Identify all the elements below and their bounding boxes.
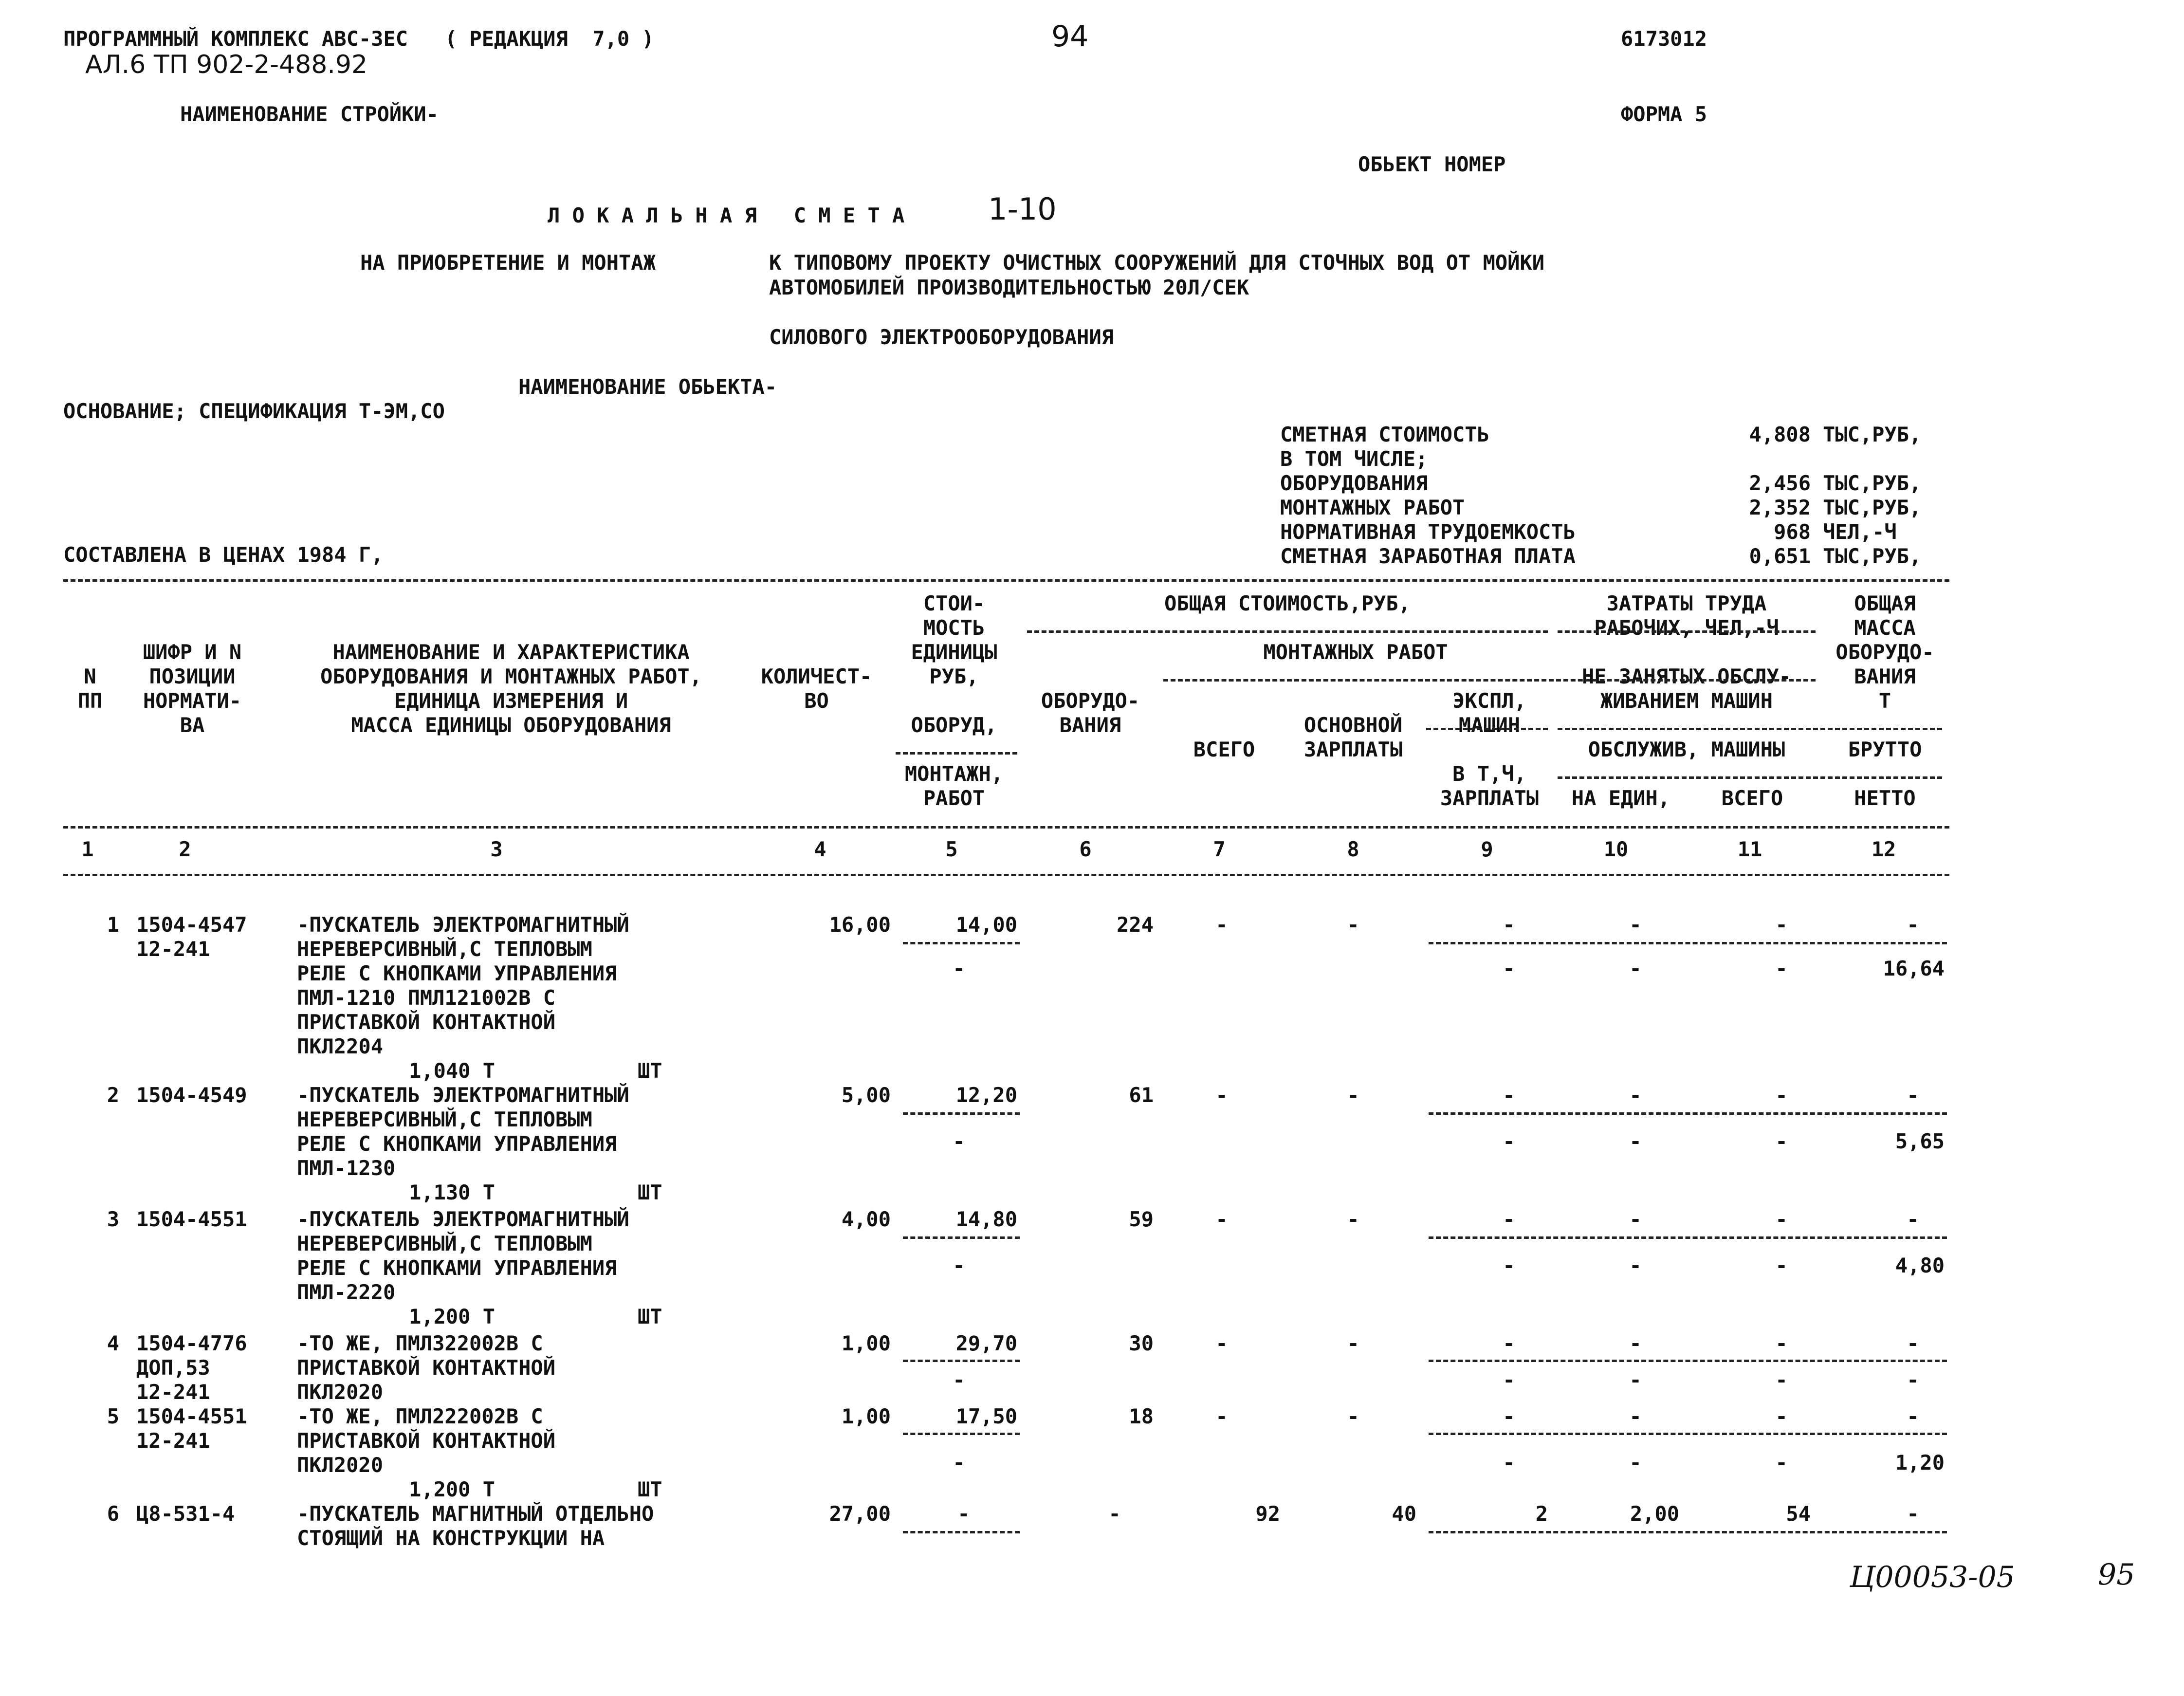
row-description: -ТО ЖЕ, ПМЛ222002В С ПРИСТАВКОЙ КОНТАКТНОЙ ПКЛ2020 bbox=[297, 1404, 556, 1477]
summary-label-including: В ТОМ ЧИСЛЕ; bbox=[1280, 447, 1428, 471]
row-installation-total: 92 bbox=[1255, 1502, 1280, 1526]
row-unit-price-equipment: 14,80 bbox=[955, 1207, 1017, 1231]
row-labor-per-unit-machines: - bbox=[1629, 1129, 1642, 1153]
subject-label: СИЛОВОГО ЭЛЕКТРООБОРУДОВАНИЯ bbox=[769, 325, 1114, 349]
row-labor-per-unit: - bbox=[1629, 1331, 1642, 1355]
row-mass-netto: 5,65 bbox=[1895, 1129, 1945, 1153]
row-labor-total-machines: - bbox=[1775, 1129, 1788, 1153]
row-code: 1504-4551 12-241 bbox=[136, 1404, 247, 1453]
cell-divider bbox=[903, 1433, 1020, 1435]
basis-label: ОСНОВАНИЕ; СПЕЦИФИКАЦИЯ Т-ЭМ,СО bbox=[63, 399, 445, 423]
form-label: ФОРМА 5 bbox=[1621, 102, 1707, 126]
row-code: 1504-4547 12-241 bbox=[136, 913, 247, 961]
row-unit-price-equipment: 12,20 bbox=[955, 1083, 1017, 1107]
row-number: 1 bbox=[107, 913, 119, 937]
cell-divider bbox=[1429, 1236, 1947, 1239]
summary-value-wages: 0,651 bbox=[1749, 544, 1811, 568]
row-machine-salary: - bbox=[1503, 957, 1515, 980]
header-col-12-brutto: БРУТТО bbox=[1848, 737, 1922, 761]
header-rule bbox=[1558, 728, 1942, 730]
column-number: 12 bbox=[1871, 837, 1896, 861]
header-col-10: НА ЕДИН, bbox=[1571, 786, 1670, 810]
header-group-installation: МОНТАЖНЫХ РАБОТ bbox=[1263, 640, 1448, 664]
row-unit-price-equipment: 17,50 bbox=[955, 1404, 1017, 1428]
header-col-6: ОБОРУДО- ВАНИЯ bbox=[1041, 689, 1140, 737]
column-number: 4 bbox=[814, 837, 826, 861]
row-labor-total: - bbox=[1775, 1207, 1788, 1231]
row-description: -ТО ЖЕ, ПМЛ322002В С ПРИСТАВКОЙ КОНТАКТНОЙ ПКЛ2020 bbox=[297, 1331, 556, 1404]
summary-value-equipment: 2,456 bbox=[1749, 471, 1811, 495]
purpose-line-2: АВТОМОБИЛЕЙ ПРОИЗВОДИТЕЛЬНОСТЬЮ 20Л/СЕК bbox=[769, 276, 1249, 299]
object-name-label: НАИМЕНОВАНИЕ ОБЬЕКТА- bbox=[518, 375, 777, 399]
row-mass: 1,200 Т bbox=[409, 1477, 496, 1501]
row-labor-total-machines: - bbox=[1775, 1254, 1788, 1277]
row-quantity: 16,00 bbox=[829, 913, 891, 937]
row-base-salary: - bbox=[1347, 1207, 1359, 1231]
row-labor-per-unit: 2,00 bbox=[1630, 1502, 1679, 1526]
purpose-line-1: К ТИПОВОМУ ПРОЕКТУ ОЧИСТНЫХ СООРУЖЕНИЙ ДЛЯ СТОЧНЫХ ВОД ОТ МОЙКИ bbox=[769, 251, 1545, 275]
cell-divider bbox=[903, 942, 1020, 944]
column-numbers-rule bbox=[63, 874, 1949, 876]
column-number: 7 bbox=[1213, 837, 1226, 861]
row-machine-cost: - bbox=[1503, 1331, 1515, 1355]
row-installation-total: - bbox=[1215, 1083, 1228, 1107]
summary-unit-labor: ЧЕЛ,-Ч bbox=[1823, 520, 1897, 544]
row-quantity: 5,00 bbox=[841, 1083, 891, 1107]
row-labor-total: - bbox=[1775, 913, 1788, 937]
summary-unit-equipment: ТЫС,РУБ, bbox=[1823, 471, 1922, 495]
cell-divider bbox=[1429, 1360, 1947, 1362]
row-unit-price-equipment: - bbox=[957, 1502, 970, 1526]
header-labor-not-machines: НЕ ЗАНЯТЫХ ОБСЛУ- ЖИВАНИЕМ МАШИН bbox=[1582, 664, 1791, 713]
column-number: 1 bbox=[81, 837, 94, 861]
row-description: -ПУСКАТЕЛЬ ЭЛЕКТРОМАГНИТНЫЙ НЕРЕВЕРСИВНЫЙ,С ТЕПЛОВЫМ РЕЛЕ С КНОПКАМИ УПРАВЛЕНИЯ ПМЛ-2220 bbox=[297, 1207, 629, 1304]
row-labor-total: - bbox=[1775, 1404, 1788, 1428]
column-number: 11 bbox=[1737, 837, 1762, 861]
row-machine-cost: - bbox=[1503, 913, 1515, 937]
row-machine-salary: - bbox=[1503, 1129, 1515, 1153]
header-col-12-netto: НЕТТО bbox=[1854, 786, 1916, 810]
row-code: Ц8-531-4 bbox=[136, 1502, 235, 1526]
row-mass-brutto: - bbox=[1907, 1083, 1919, 1107]
row-machine-cost: - bbox=[1503, 1083, 1515, 1107]
header-col-3: НАИМЕНОВАНИЕ И ХАРАКТЕРИСТИКА ОБОРУДОВАНИЯ И МОНТАЖНЫХ РАБОТ, ЕДИНИЦА ИЗМЕРЕНИЯ И МАССА ЕДИНИЦЫ ОБОРУДОВАНИЯ bbox=[320, 640, 702, 737]
row-number: 4 bbox=[107, 1331, 119, 1355]
header-col-9-top: ЭКСПЛ, МАШИН bbox=[1452, 689, 1526, 737]
header-labor-machine-service: ОБСЛУЖИВ, МАШИНЫ bbox=[1588, 737, 1785, 761]
row-quantity: 27,00 bbox=[829, 1502, 891, 1526]
summary-label-equipment: ОБОРУДОВАНИЯ bbox=[1280, 471, 1428, 495]
row-installation-total: - bbox=[1215, 1404, 1228, 1428]
header-col-2: ШИФР И N ПОЗИЦИИ НОРМАТИ- ВА bbox=[143, 640, 242, 737]
row-labor-per-unit: - bbox=[1629, 1404, 1642, 1428]
estimate-title: Л О К А Л Ь Н А Я С М Е Т А bbox=[548, 203, 905, 227]
table-top-rule bbox=[63, 579, 1949, 582]
row-unit-price-installation: - bbox=[953, 1451, 965, 1475]
row-machine-cost: 2 bbox=[1535, 1502, 1548, 1526]
header-col-11: ВСЕГО bbox=[1721, 786, 1783, 810]
row-labor-total-machines: - bbox=[1775, 1451, 1788, 1475]
row-number: 2 bbox=[107, 1083, 119, 1107]
program-name: ПРОГРАММНЫЙ КОМПЛЕКС АВС-3ЕС ( РЕДАКЦИЯ 7,0 ) bbox=[63, 27, 654, 51]
header-col-1: N ПП bbox=[77, 664, 103, 713]
header-rule bbox=[1558, 630, 1816, 633]
header-rule bbox=[1558, 776, 1942, 779]
row-mass: 1,040 Т bbox=[409, 1059, 496, 1083]
header-group-total-cost: ОБЩАЯ СТОИМОСТЬ,РУБ, bbox=[1164, 591, 1411, 615]
row-unit-price-installation: - bbox=[953, 1368, 965, 1392]
summary-unit-wages: ТЫС,РУБ, bbox=[1823, 544, 1922, 568]
cell-divider bbox=[903, 1112, 1020, 1115]
row-mass-brutto: - bbox=[1907, 913, 1919, 937]
row-number: 5 bbox=[107, 1404, 119, 1428]
row-equipment-total: 59 bbox=[1129, 1207, 1154, 1231]
document-code: 6173012 bbox=[1621, 27, 1707, 51]
column-number: 5 bbox=[945, 837, 958, 861]
row-machine-salary: - bbox=[1503, 1368, 1515, 1392]
row-equipment-total: 224 bbox=[1117, 913, 1154, 937]
row-unit: ШТ bbox=[638, 1180, 662, 1204]
row-machine-cost: - bbox=[1503, 1207, 1515, 1231]
row-labor-total: - bbox=[1775, 1331, 1788, 1355]
object-number-label: ОБЬЕКТ НОМЕР bbox=[1358, 152, 1506, 176]
row-description: -ПУСКАТЕЛЬ ЭЛЕКТРОМАГНИТНЫЙ НЕРЕВЕРСИВНЫЙ,С ТЕПЛОВЫМ РЕЛЕ С КНОПКАМИ УПРАВЛЕНИЯ ПМЛ-1210 ПМЛ121002В С ПРИСТАВКОЙ КОНТАКТНОЙ ПКЛ2204 bbox=[297, 913, 629, 1058]
summary-unit-total: ТЫС,РУБ, bbox=[1823, 423, 1922, 446]
column-number: 10 bbox=[1603, 837, 1629, 861]
row-labor-per-unit-machines: - bbox=[1629, 1368, 1642, 1392]
row-unit-price-equipment: 29,70 bbox=[955, 1331, 1017, 1355]
row-unit: ШТ bbox=[638, 1059, 662, 1083]
row-base-salary: 40 bbox=[1392, 1502, 1416, 1526]
column-number: 8 bbox=[1347, 837, 1359, 861]
row-description: -ПУСКАТЕЛЬ ЭЛЕКТРОМАГНИТНЫЙ НЕРЕВЕРСИВНЫЙ,С ТЕПЛОВЫМ РЕЛЕ С КНОПКАМИ УПРАВЛЕНИЯ ПМЛ-1230 bbox=[297, 1083, 629, 1180]
summary-label-installation: МОНТАЖНЫХ РАБОТ bbox=[1280, 496, 1465, 519]
cell-divider bbox=[1429, 1531, 1947, 1533]
cell-divider bbox=[1429, 1433, 1947, 1435]
header-col-12-top: ОБЩАЯ МАССА ОБОРУДО- ВАНИЯ Т bbox=[1835, 591, 1934, 713]
summary-value-total: 4,808 bbox=[1749, 423, 1811, 446]
row-labor-per-unit-machines: - bbox=[1629, 1451, 1642, 1475]
summary-value-installation: 2,352 bbox=[1749, 496, 1811, 519]
row-unit-price-installation: - bbox=[953, 1254, 965, 1277]
row-equipment-total: 30 bbox=[1129, 1331, 1154, 1355]
row-base-salary: - bbox=[1347, 913, 1359, 937]
row-labor-per-unit: - bbox=[1629, 913, 1642, 937]
row-equipment-total: - bbox=[1108, 1502, 1121, 1526]
cell-divider bbox=[1429, 942, 1947, 944]
row-unit: ШТ bbox=[638, 1305, 662, 1328]
row-code: 1504-4549 bbox=[136, 1083, 247, 1107]
row-mass-brutto: - bbox=[1907, 1404, 1919, 1428]
row-mass: 1,200 Т bbox=[409, 1305, 496, 1328]
row-equipment-total: 61 bbox=[1129, 1083, 1154, 1107]
row-machine-salary: - bbox=[1503, 1254, 1515, 1277]
row-quantity: 1,00 bbox=[841, 1404, 891, 1428]
row-labor-total-machines: - bbox=[1775, 957, 1788, 980]
row-installation-total: - bbox=[1215, 1207, 1228, 1231]
summary-unit-installation: ТЫС,РУБ, bbox=[1823, 496, 1922, 519]
header-col-8: ОСНОВНОЙ ЗАРПЛАТЫ bbox=[1303, 713, 1403, 761]
row-machine-cost: - bbox=[1503, 1404, 1515, 1428]
cell-divider bbox=[903, 1531, 1020, 1533]
summary-label-wages: СМЕТНАЯ ЗАРАБОТНАЯ ПЛАТА bbox=[1280, 544, 1576, 568]
row-labor-total: - bbox=[1775, 1083, 1788, 1107]
column-number: 9 bbox=[1481, 837, 1493, 861]
row-mass-netto: 1,20 bbox=[1895, 1451, 1945, 1475]
row-unit-price-equipment: 14,00 bbox=[955, 913, 1017, 937]
row-labor-per-unit: - bbox=[1629, 1083, 1642, 1107]
column-number: 2 bbox=[179, 837, 191, 861]
row-labor-per-unit-machines: - bbox=[1629, 1254, 1642, 1277]
row-description: -ПУСКАТЕЛЬ МАГНИТНЫЙ ОТДЕЛЬНО СТОЯЩИЙ НА КОНСТРУКЦИИ НА bbox=[297, 1502, 654, 1550]
row-labor-total: 54 bbox=[1786, 1502, 1811, 1526]
summary-label-labor: НОРМАТИВНАЯ ТРУДОЕМКОСТЬ bbox=[1280, 520, 1576, 544]
row-unit-price-installation: - bbox=[953, 957, 965, 980]
header-col-7: ВСЕГО bbox=[1193, 737, 1255, 761]
handwritten-reference: АЛ.6 ТП 902-2-488.92 bbox=[85, 50, 368, 79]
row-mass-netto: 4,80 bbox=[1895, 1254, 1945, 1277]
header-col-9-sub: В Т,Ч, ЗАРПЛАТЫ bbox=[1440, 762, 1539, 810]
cell-divider bbox=[903, 1236, 1020, 1239]
purpose-label: НА ПРИОБРЕТЕНИЕ И МОНТАЖ bbox=[360, 251, 656, 275]
row-mass: 1,130 Т bbox=[409, 1180, 496, 1204]
row-mass-netto: - bbox=[1907, 1368, 1919, 1392]
header-rule bbox=[1163, 679, 1816, 682]
row-installation-total: - bbox=[1215, 1331, 1228, 1355]
cell-divider bbox=[903, 1360, 1020, 1362]
row-mass-netto: 16,64 bbox=[1883, 957, 1945, 980]
header-bottom-rule bbox=[63, 826, 1949, 829]
header-rule bbox=[1426, 728, 1548, 730]
header-group-labor: ЗАТРАТЫ ТРУДА РАБОЧИХ, ЧЕЛ,-Ч bbox=[1594, 591, 1779, 640]
row-machine-salary: - bbox=[1503, 1451, 1515, 1475]
header-col-5-equipment: ОБОРУД, bbox=[911, 713, 997, 737]
cell-divider bbox=[1429, 1112, 1947, 1115]
row-mass-brutto: - bbox=[1907, 1207, 1919, 1231]
sheet-number: 95 bbox=[2098, 1558, 2135, 1592]
row-labor-total-machines: - bbox=[1775, 1368, 1788, 1392]
row-base-salary: - bbox=[1347, 1083, 1359, 1107]
document-stamp: Ц00053-05 bbox=[1850, 1560, 2015, 1594]
row-unit-price-installation: - bbox=[953, 1129, 965, 1153]
row-equipment-total: 18 bbox=[1129, 1404, 1154, 1428]
summary-label-total: СМЕТНАЯ СТОИМОСТЬ bbox=[1280, 423, 1489, 446]
row-base-salary: - bbox=[1347, 1404, 1359, 1428]
row-labor-per-unit: - bbox=[1629, 1207, 1642, 1231]
row-code: 1504-4776 ДОП,53 12-241 bbox=[136, 1331, 247, 1404]
row-code: 1504-4551 bbox=[136, 1207, 247, 1231]
row-installation-total: - bbox=[1215, 913, 1228, 937]
row-quantity: 1,00 bbox=[841, 1331, 891, 1355]
column-number: 3 bbox=[490, 837, 503, 861]
row-labor-per-unit-machines: - bbox=[1629, 957, 1642, 980]
row-number: 3 bbox=[107, 1207, 119, 1231]
header-col-5-installation: МОНТАЖН, РАБОТ bbox=[904, 762, 1004, 810]
column-number: 6 bbox=[1079, 837, 1092, 861]
header-rule bbox=[1027, 630, 1548, 633]
row-quantity: 4,00 bbox=[841, 1207, 891, 1231]
row-mass-brutto: - bbox=[1907, 1502, 1919, 1526]
estimate-number: 1-10 bbox=[988, 191, 1057, 227]
row-mass-brutto: - bbox=[1907, 1331, 1919, 1355]
construction-name-label: НАИМЕНОВАНИЕ СТРОЙКИ- bbox=[180, 102, 439, 126]
row-base-salary: - bbox=[1347, 1331, 1359, 1355]
header-col-4: КОЛИЧЕСТ- ВО bbox=[761, 664, 872, 713]
page-number: 94 bbox=[1051, 19, 1089, 54]
row-number: 6 bbox=[107, 1502, 119, 1526]
prices-label: СОСТАВЛЕНА В ЦЕНАХ 1984 Г, bbox=[63, 543, 384, 567]
header-rule bbox=[896, 752, 1017, 755]
row-unit: ШТ bbox=[638, 1477, 662, 1501]
summary-value-labor: 968 bbox=[1774, 520, 1811, 544]
header-col-5-top: СТОИ- МОСТЬ ЕДИНИЦЫ РУБ, bbox=[911, 591, 997, 688]
